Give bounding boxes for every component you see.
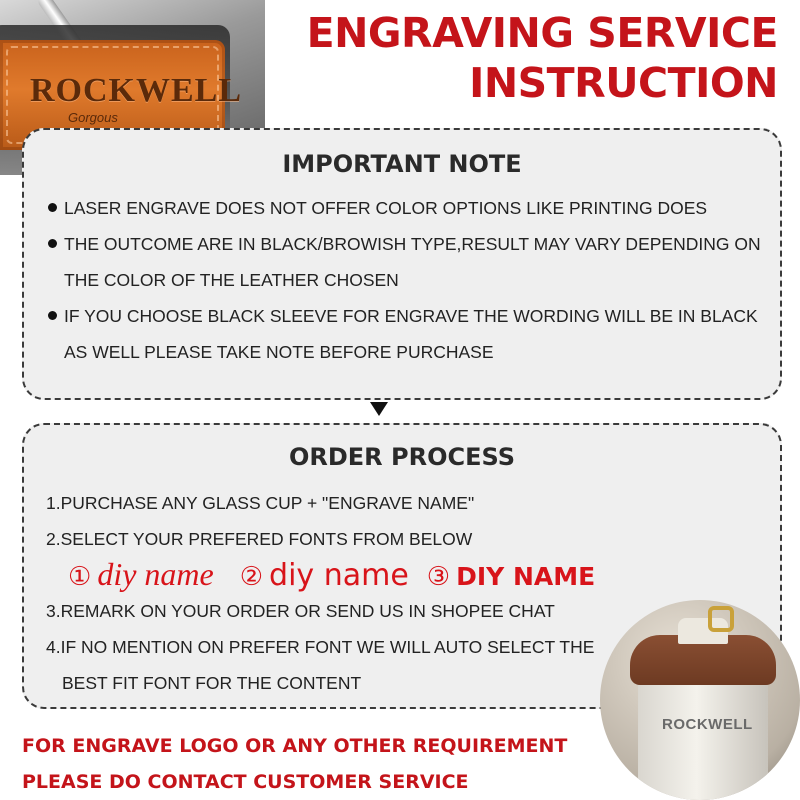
important-note-title: IMPORTANT NOTE [282,150,522,178]
font-option-number: ① [68,562,92,592]
page-headline [307,8,778,108]
footer-line-2: PLEASE DO CONTACT CUSTOMER SERVICE [22,771,469,793]
font-option-number: ② [239,562,264,592]
product-photo-engraved-cup [600,600,800,800]
note-bullet: LASER ENGRAVE DOES NOT OFFER COLOR OPTIONS LIKE PRINTING DOES [46,190,764,226]
order-process-title: ORDER PROCESS [288,443,515,471]
note-bullet: THE OUTCOME ARE IN BLACK/BROWISH TYPE,RESULT MAY VARY DEPENDING ON THE COLOR OF THE LEATHER CHOSEN [46,226,764,298]
font-sample-regular: diy name [269,558,409,593]
headline-line-1: ENGRAVING SERVICE [306,9,778,57]
order-step: 4.IF NO MENTION ON PREFER FONT WE WILL AUTO SELECT THE [46,637,595,657]
font-options-row [68,556,595,596]
important-note-list [46,190,764,370]
arrow-down-icon [370,402,388,416]
order-step: 1.PURCHASE ANY GLASS CUP + "ENGRAVE NAME" [46,493,475,513]
font-sample-script: diy name [97,556,214,592]
handle-ring-shape [708,606,734,632]
order-step-continued: BEST FIT FONT FOR THE CONTENT [62,673,362,693]
contact-footer [22,728,567,800]
note-bullet: IF YOU CHOOSE BLACK SLEEVE FOR ENGRAVE THE WORDING WILL BE IN BLACK AS WELL PLEASE TAKE NOTE BEFORE PURCHASE [46,298,764,370]
font-option-number: ③ [426,562,451,592]
engraved-cup-label: ROCKWELL [662,716,753,733]
order-step: 2.SELECT YOUR PREFERED FONTS FROM BELOW [46,529,473,549]
important-note-panel [22,128,782,400]
order-step: 3.REMARK ON YOUR ORDER OR SEND US IN SHOPEE CHAT [46,601,555,621]
engraved-brand-text: ROCKWELL [30,72,243,109]
cup-body-shape [638,670,768,800]
headline-line-2: INSTRUCTION [469,59,778,107]
engraved-sub-text: Gorgous [68,110,118,125]
footer-line-1: FOR ENGRAVE LOGO OR ANY OTHER REQUIREMENT [22,735,568,757]
font-sample-bold: DIY NAME [456,562,596,591]
